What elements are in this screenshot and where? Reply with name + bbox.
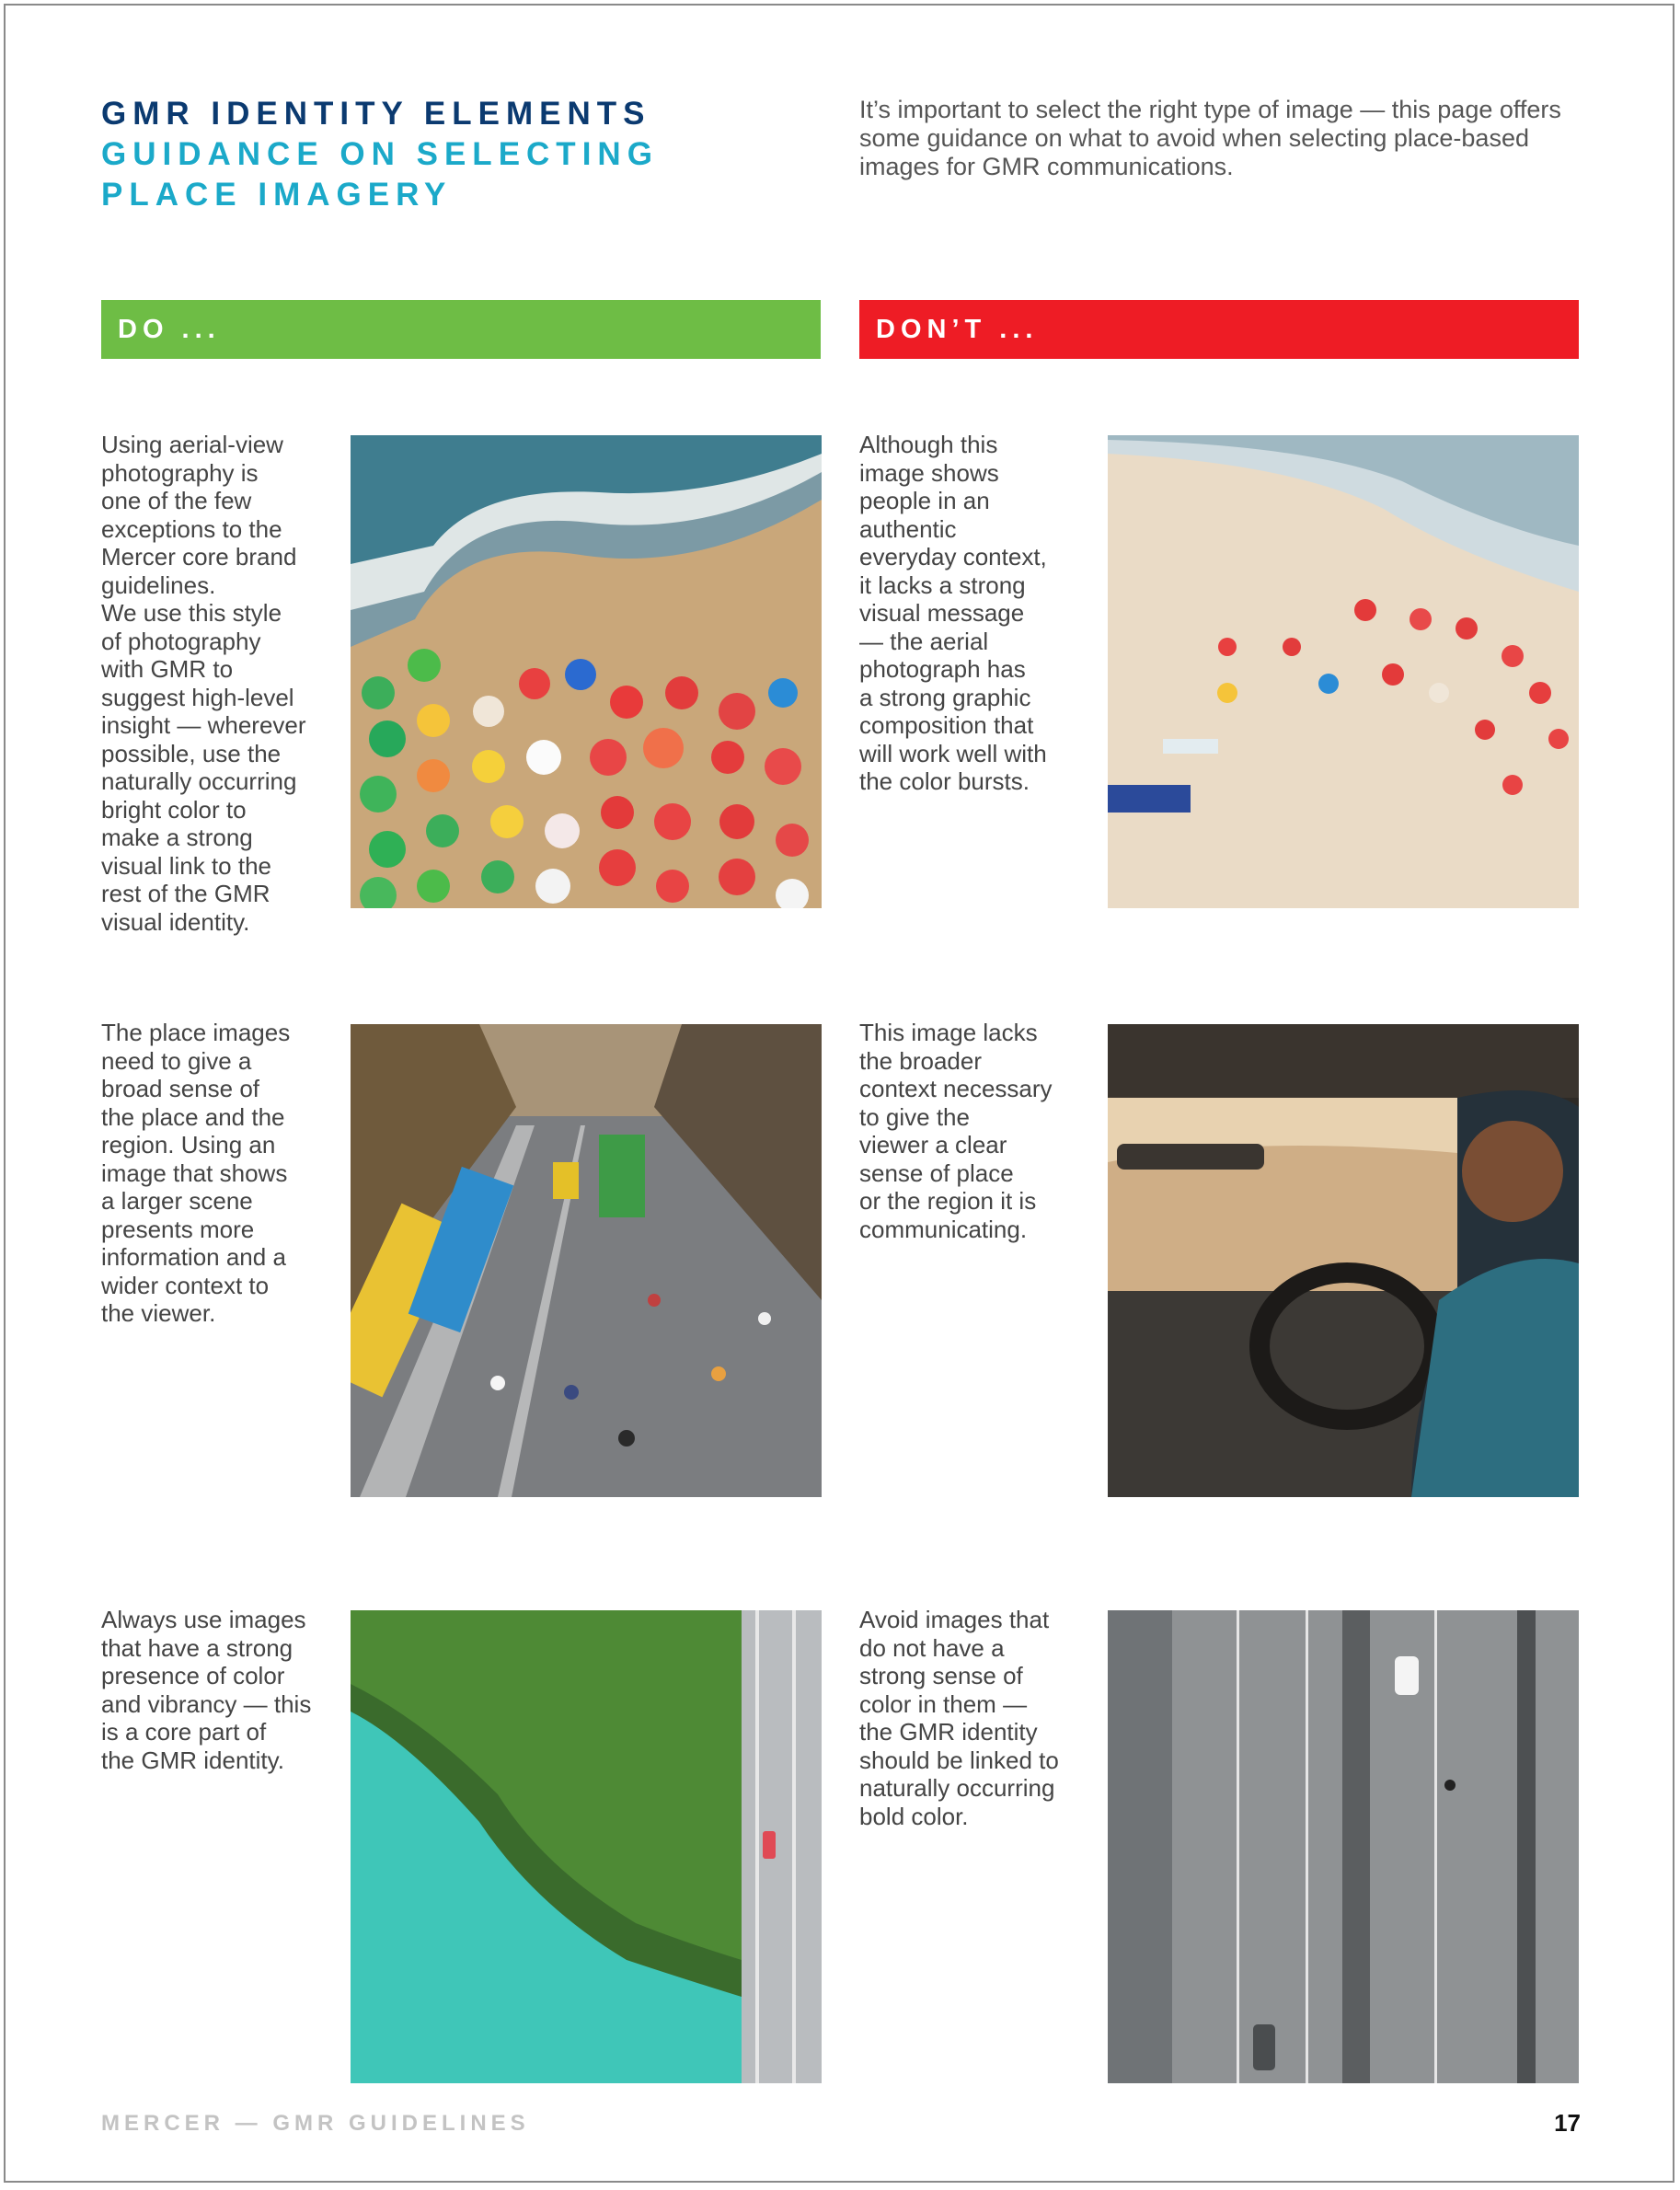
do-header-bar: DO ... bbox=[101, 300, 821, 359]
intro-text: It’s important to select the right type of image — this page offers some guidance on what to avoid when selecting place-based images for GMR communications. bbox=[859, 96, 1561, 180]
footer-label: MERCER — GMR GUIDELINES bbox=[101, 2111, 530, 2136]
dont-photo-beach-crowd bbox=[1108, 435, 1579, 908]
dont-photo-car-interior bbox=[1108, 1024, 1579, 1497]
dont-text-3: Avoid images that do not have a strong sense of color in them — the GMR identity should be linked to naturally occurring bold color. bbox=[859, 1606, 1059, 1830]
dont-text-1: Although this image shows people in an authentic everyday context, it lacks a strong visual message — the aerial photograph has a strong graphic composition that will work well with the color bursts. bbox=[859, 431, 1047, 795]
do-text-3: Always use images that have a strong presence of color and vibrancy — this is a core part of the GMR identity. bbox=[101, 1606, 312, 1774]
do-photo-coast-road bbox=[351, 1610, 822, 2083]
title-line-2: GUIDANCE ON SELECTING bbox=[101, 136, 659, 172]
page-title bbox=[101, 94, 659, 215]
title-line-3: PLACE IMAGERY bbox=[101, 177, 453, 213]
dont-header-bar: DON’T ... bbox=[859, 300, 1579, 359]
dont-photo-grey-highway bbox=[1108, 1610, 1579, 2083]
title-line-1: GMR IDENTITY ELEMENTS bbox=[101, 96, 651, 132]
do-text-1: Using aerial-view photography is one of the few exceptions to the Mercer core brand guidelines. We use this style of photography with GMR to suggest high-level insight — wherever possible, use the naturally occurring bright color to make a strong visual link to the rest of the GMR visual identity. bbox=[101, 431, 306, 936]
do-photo-beach-aerial bbox=[351, 435, 822, 908]
dont-text-2: This image lacks the broader context necessary to give the viewer a clear sense of place or the region it is communicating. bbox=[859, 1019, 1053, 1243]
do-photo-street-scene bbox=[351, 1024, 822, 1497]
do-text-2: The place images need to give a broad sense of the place and the region. Using an image that shows a larger scene presents more information and a wider context to the viewer. bbox=[101, 1019, 291, 1327]
page-number: 17 bbox=[1554, 2109, 1581, 2137]
